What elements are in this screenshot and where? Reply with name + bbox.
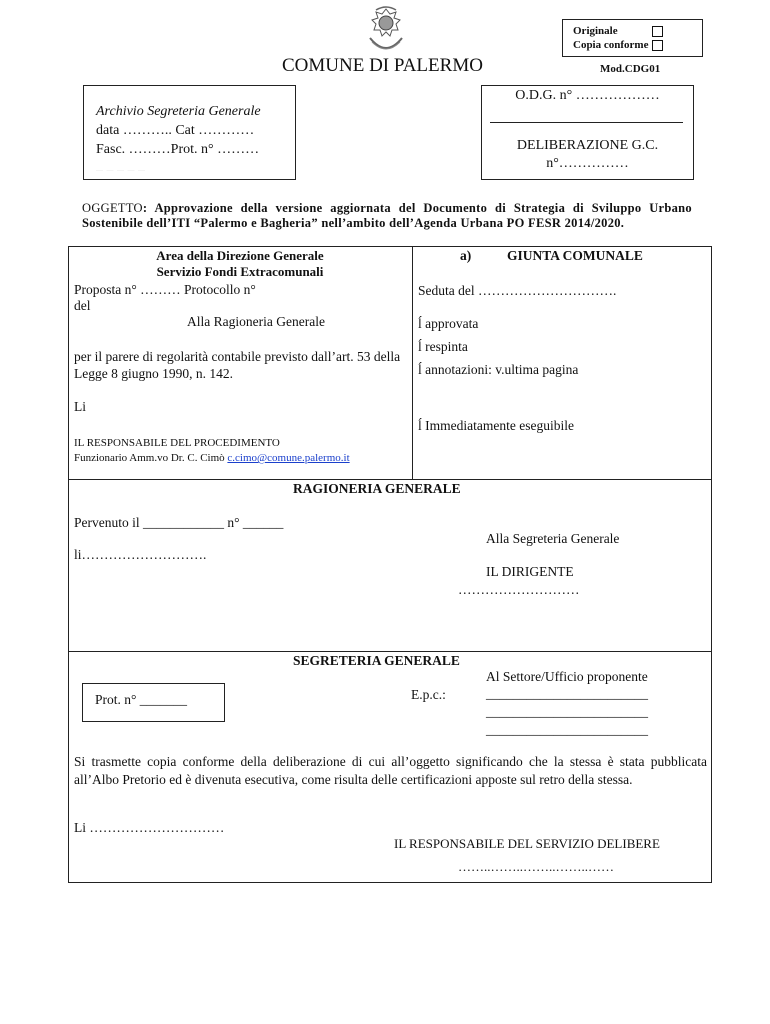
bullet-icon: ĺ: [418, 316, 422, 331]
delibere-signature: ……..……..……..……..……: [458, 859, 614, 874]
oggetto-text: [82, 201, 692, 231]
responsabile-label: IL RESPONSABILE DEL PROCEDIMENTO: [74, 437, 280, 449]
odg-box: [481, 85, 694, 180]
pervenuto-line: Pervenuto il ____________ n° ______: [74, 515, 284, 530]
proposta-line: Proposta n° ……… Protocollo n°: [74, 282, 256, 297]
archivio-date-line: data ……….. Cat …………: [96, 123, 255, 138]
segreteria-title: SEGRETERIA GENERALE: [293, 653, 460, 668]
originale-checkbox[interactable]: [652, 26, 663, 37]
deliberazione-number: n°……………: [546, 156, 629, 171]
bullet-icon: ĺ: [418, 418, 422, 433]
bullet-icon: ĺ: [418, 339, 422, 354]
archivio-title: Archivio Segreteria Generale: [96, 104, 261, 119]
prot-box: [82, 683, 225, 722]
responsabile-delibere: IL RESPONSABILE DEL SERVIZIO DELIBERE: [394, 836, 660, 851]
coat-of-arms-icon: [366, 6, 406, 54]
li-line: Li: [74, 399, 86, 414]
giunta-title: GIUNTA COMUNALE: [507, 248, 643, 263]
approvata-label: approvata: [425, 316, 479, 331]
del-line: del: [74, 298, 91, 313]
segreteria-li: Li …………………………: [74, 820, 225, 835]
area-label: Area della Direzione Generale: [156, 248, 324, 263]
epc-label: E.p.c.:: [411, 687, 446, 702]
immediatamente-label: Immediatamente eseguibile: [425, 418, 574, 433]
copia-option: [573, 38, 702, 52]
alla-ragioneria: Alla Ragioneria Generale: [187, 314, 325, 329]
model-code: Mod.CDG01: [600, 63, 661, 75]
option-annotazioni: [418, 362, 578, 378]
option-respinta: [418, 339, 468, 355]
option-approvata: [418, 316, 478, 332]
archivio-fasc-line: Fasc. ………Prot. n° ………: [96, 142, 260, 157]
alla-segreteria: Alla Segreteria Generale: [486, 531, 620, 546]
settore-line-3: ________________________: [486, 722, 648, 737]
settore-line-2: ________________________: [486, 704, 648, 719]
ragioneria-li: li……………………….: [74, 547, 207, 562]
copia-checkbox[interactable]: [652, 40, 663, 51]
copy-type-box: [562, 19, 703, 57]
settore-label: Al Settore/Ufficio proponente: [486, 669, 648, 684]
oggetto-label: OGGETTO: [82, 201, 143, 215]
seduta-line: Seduta del ………………………….: [418, 283, 617, 298]
parere-text: per il parere di regolarità contabile previsto dall’art. 53 della Legge 8 giugno 1990, n. 142.: [74, 349, 401, 381]
email-link[interactable]: c.cimo@comune.palermo.it: [227, 452, 350, 464]
archivio-dashes: _ _ _ _ _: [96, 163, 145, 171]
servizio-label: Servizio Fondi Extracomunali: [156, 264, 324, 279]
funzionario-text: Funzionario Amm.vo Dr. C. Cimò: [74, 452, 228, 464]
odg-number: O.D.G. n° ………………: [515, 88, 660, 103]
dirigente-label: IL DIRIGENTE: [486, 564, 574, 579]
page-title: COMUNE DI PALERMO: [282, 55, 483, 76]
option-immediatamente: [418, 418, 574, 434]
funzionario-line: [74, 452, 350, 464]
giunta-letter: a): [460, 248, 472, 263]
originale-label: Originale: [573, 25, 618, 37]
settore-line-1: ________________________: [486, 686, 648, 701]
copia-label: Copia conforme: [573, 39, 649, 51]
ragioneria-title: RAGIONERIA GENERALE: [293, 481, 461, 496]
trasmette-text: Si trasmette copia conforme della deliberazione di cui all’oggetto significando che la stessa è stata pubblicata all’Albo Pretorio ed è divenuta esecutiva, come risulta delle certificazioni apposte sul retro della stessa.: [74, 754, 707, 787]
dirigente-signature: ………………………: [458, 582, 580, 597]
respinta-label: respinta: [425, 339, 468, 354]
oggetto-body: : Approvazione della versione aggiornata del Documento di Strategia di Sviluppo Urbano Sostenibile dell’ITI “Palermo e Bagheria” nell’ambito dell’Agenda Urbana PO FESR 2014/2020.: [82, 201, 692, 230]
deliberazione-label: DELIBERAZIONE G.C.: [516, 138, 659, 153]
originale-option: [573, 24, 702, 38]
archivio-box: [83, 85, 296, 180]
annotazioni-label: annotazioni: v.ultima pagina: [425, 362, 579, 377]
bullet-icon: ĺ: [418, 362, 422, 377]
prot-number: Prot. n° _______: [95, 692, 188, 707]
